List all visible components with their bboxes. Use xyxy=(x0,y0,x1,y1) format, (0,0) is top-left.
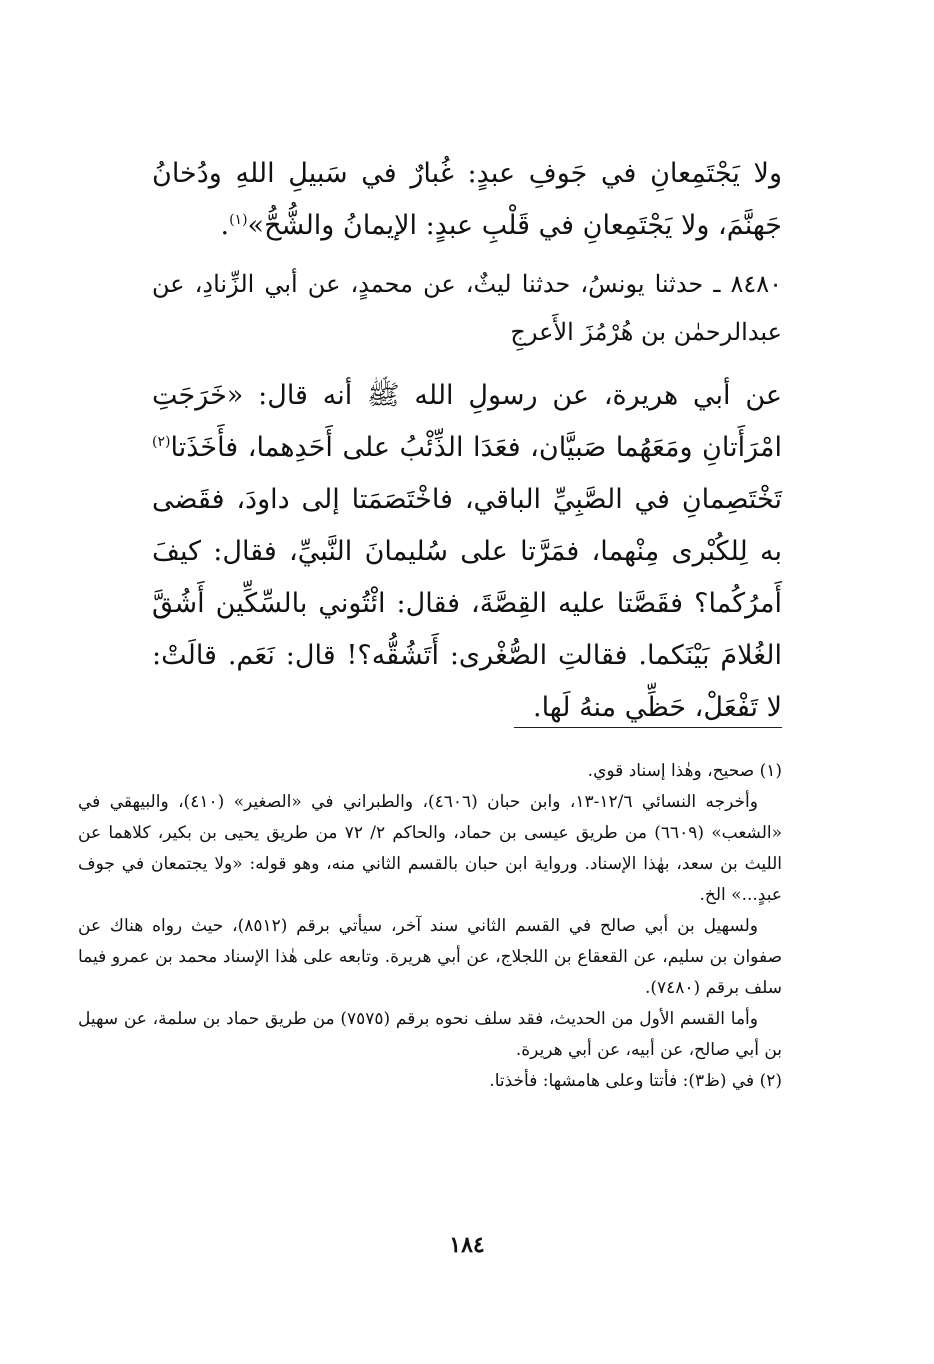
footnote-separator xyxy=(514,727,782,728)
footnote-marker-1: (١) xyxy=(229,212,248,228)
hadith-isnad-8480: ٨٤٨٠ ـ حدثنا يونسُ، حدثنا ليثٌ، عن محمدٍ، عن أبي الزِّنادِ، عن عبدالرحمٰن بن هُرْمُزَ الأَعرجِ xyxy=(152,270,782,346)
hadith-ending-line-2: ولا يَجْتَمِعانِ في قَلْبِ عبدٍ: الإيمانُ والشُّحُّ» xyxy=(247,210,710,241)
hadith-ending-line-1: ولا يَجْتَمِعانِ في جَوفِ عبدٍ: غُبارٌ في سَبيلِ اللهِ ودُخانُ جَهنَّمَ، xyxy=(152,158,782,241)
main-text xyxy=(152,148,782,734)
hadith-matn-part-2: تَخْتَصِمانِ في الصَّبِيِّ الباقي، فاخْتَصَمَتا إلى داودَ، فقَضى به لِلكُبْرى مِنْهما، فمَرَّتا على سُليمانَ النَّبيِّ، فقال: كيفَ أَمرُكُما؟ فقَصَّتا عليه القِصَّةَ، فقال: ائْتُوني بالسِّكِّين أَشُقَّ الغُلامَ بَيْنَكما. فقالتِ الصُّغْرى: أَتَشُقُّه؟! قال: نَعَم. قالَتْ: لا تَفْعَلْ، حَظِّي منهُ لَها. xyxy=(152,484,782,723)
footnote-1-other-chain: ولسهيل بن أبي صالح في القسم الثاني سند آخر، سيأتي برقم (٨٥١٢)، حيث رواه هناك عن صفوان بن سليم، عن القعقاع بن اللجلاج، عن أبي هريرة. وتابعه على هٰذا الإسناد محمد بن عمرو فيما سلف برقم (٧٤٨٠). xyxy=(78,916,782,998)
footnote-1-first-part: وأما القسم الأول من الحديث، فقد سلف نحوه برقم (٧٥٧٥) من طريق حماد بن سلمة، عن سهيل بن أبي صالح، عن أبيه، عن أبي هريرة. xyxy=(78,1009,782,1060)
footnotes xyxy=(78,756,782,1097)
hadith-matn-8480 xyxy=(152,370,782,734)
footnote-marker-2: (٢) xyxy=(152,434,171,450)
footnote-1: (١) صحيح، وهٰذا إسناد قوي. xyxy=(587,761,782,781)
footnote-2: (٢) في (ظ٣): فأتتا وعلى هامشها: فأخذتا. xyxy=(489,1071,782,1091)
footnote-1-takhrij: وأخرجه النسائي ١٢/٦-١٣، وابن حبان (٤٦٠٦)، والطبراني في «الصغير» (٤١٠)، والبيهقي في «الشعب» (٦٦٠٩) من طريق عيسى بن حماد، والحاكم ٢/ ٧٢ من طريق يحيى بن بكير، كلاهما عن الليث بن سعد، بهٰذا الإسناد. ورواية ابن حبان بالقسم الثاني منه، وهو قوله: «ولا يجتمعان في جوف عبدٍ...» الخ. xyxy=(78,792,783,905)
hadith-ending-paragraph xyxy=(152,148,782,252)
hadith-matn-part-1: عن أبي هريرة، عن رسولِ الله ﷺ أنه قال: «خَرَجَتِ امْرَأَتانِ ومَعَهُما صَبيَّان، فعَدَا الذِّئْبُ على أَحَدِهما، فأَخَذَتا xyxy=(152,380,782,463)
hadith-ending-period: . xyxy=(220,210,230,241)
page-number: ١٨٤ xyxy=(449,1232,485,1258)
